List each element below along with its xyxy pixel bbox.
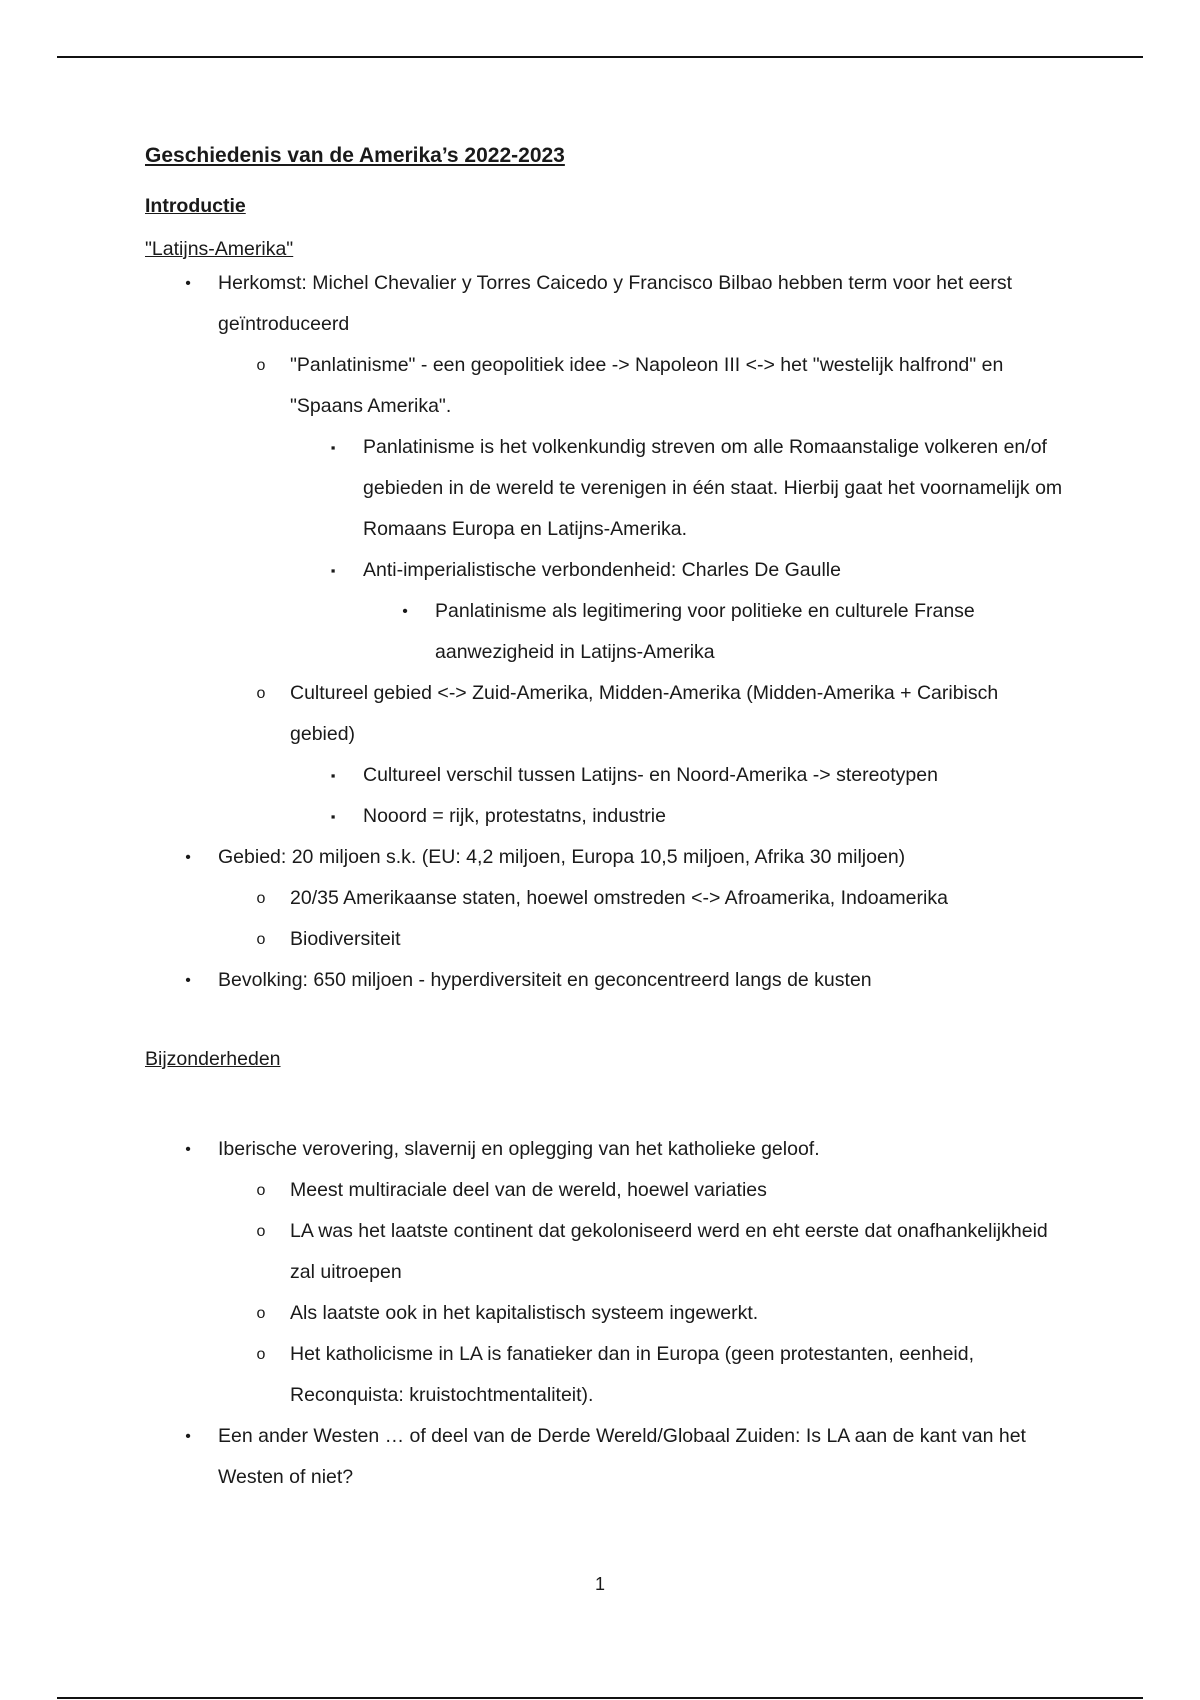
list-item: • Iberische verovering, slavernij en oplegging van het katholieke geloof. bbox=[145, 1129, 1065, 1170]
subsection-heading-bijzonderheden: Bijzonderheden bbox=[145, 1048, 281, 1071]
spacer bbox=[145, 1073, 1065, 1129]
list-item: o Als laatste ook in het kapitalistisch systeem ingewerkt. bbox=[145, 1293, 1065, 1334]
bullet-square-icon: ▪ bbox=[330, 809, 336, 825]
bullet-circle-icon: o bbox=[256, 1346, 266, 1364]
bullet-circle-icon: o bbox=[256, 890, 266, 908]
bullet-disc-icon: • bbox=[402, 603, 408, 621]
footer-rule bbox=[57, 1697, 1143, 1699]
bullet-circle-icon: o bbox=[256, 1223, 266, 1241]
list-item: ▪ Cultureel verschil tussen Latijns- en Noord-Amerika -> stereotypen bbox=[145, 755, 1065, 796]
bullet-circle-icon: o bbox=[256, 685, 266, 703]
list-item: ▪ Panlatinisme is het volkenkundig streven om alle Romaanstalige volkeren en/of gebieden in de wereld te verenigen in één staat. Hierbij gaat het voornamelijk om Romaans Europa en Latijns-Amerika. bbox=[145, 427, 1065, 550]
bullet-circle-icon: o bbox=[256, 931, 266, 949]
header-rule bbox=[57, 56, 1143, 58]
list-item: • Bevolking: 650 miljoen - hyperdiversiteit en geconcentreerd langs de kusten bbox=[145, 960, 1065, 1001]
bullet-circle-icon: o bbox=[256, 1305, 266, 1323]
list-item: ▪ Anti-imperialistische verbondenheid: Charles De Gaulle bbox=[145, 550, 1065, 591]
list-item: o Het katholicisme in LA is fanatieker dan in Europa (geen protestanten, eenheid, Reconquista: kruistochtmentaliteit). bbox=[145, 1334, 1065, 1416]
document-body bbox=[145, 140, 1065, 1498]
bullet-disc-icon: • bbox=[185, 1428, 191, 1446]
subsection-heading-latijns-amerika: "Latijns-Amerika" bbox=[145, 237, 294, 260]
list-item: o Cultureel gebied <-> Zuid-Amerika, Midden-Amerika (Midden-Amerika + Caribisch gebied) bbox=[145, 673, 1065, 755]
bullet-circle-icon: o bbox=[256, 357, 266, 375]
list-item: o 20/35 Amerikaanse staten, hoewel omstreden <-> Afroamerika, Indoamerika bbox=[145, 878, 1065, 919]
list-item: • Panlatinisme als legitimering voor politieke en culturele Franse aanwezigheid in Latijns-Amerika bbox=[145, 591, 1065, 673]
bullet-disc-icon: • bbox=[185, 972, 191, 990]
list-item: • Een ander Westen … of deel van de Derde Wereld/Globaal Zuiden: Is LA aan de kant van het Westen of niet? bbox=[145, 1416, 1065, 1498]
spacer bbox=[145, 1001, 1065, 1045]
list-item: • Gebied: 20 miljoen s.k. (EU: 4,2 miljoen, Europa 10,5 miljoen, Afrika 30 miljoen) bbox=[145, 837, 1065, 878]
section-heading-introductie: Introductie bbox=[145, 194, 246, 217]
document-title: Geschiedenis van de Amerika’s 2022-2023 bbox=[145, 144, 565, 167]
list-item: o "Panlatinisme" - een geopolitiek idee -> Napoleon III <-> het "westelijk halfrond" en "Spaans Amerika". bbox=[145, 345, 1065, 427]
list-item: o Meest multiraciale deel van de wereld, hoewel variaties bbox=[145, 1170, 1065, 1211]
list-item: o Biodiversiteit bbox=[145, 919, 1065, 960]
bullet-disc-icon: • bbox=[185, 849, 191, 867]
bullet-square-icon: ▪ bbox=[330, 768, 336, 784]
bullet-square-icon: ▪ bbox=[330, 440, 336, 456]
list-item: • Herkomst: Michel Chevalier y Torres Caicedo y Francisco Bilbao hebben term voor het eerst geïntroduceerd bbox=[145, 263, 1065, 345]
bullet-disc-icon: • bbox=[185, 275, 191, 293]
bullet-circle-icon: o bbox=[256, 1182, 266, 1200]
list-item: o LA was het laatste continent dat gekoloniseerd werd en eht eerste dat onafhankelijkheid zal uitroepen bbox=[145, 1211, 1065, 1293]
page-number: 1 bbox=[594, 1574, 605, 1594]
list-item: ▪ Nooord = rijk, protestatns, industrie bbox=[145, 796, 1065, 837]
bullet-square-icon: ▪ bbox=[330, 563, 336, 579]
bullet-disc-icon: • bbox=[185, 1141, 191, 1159]
